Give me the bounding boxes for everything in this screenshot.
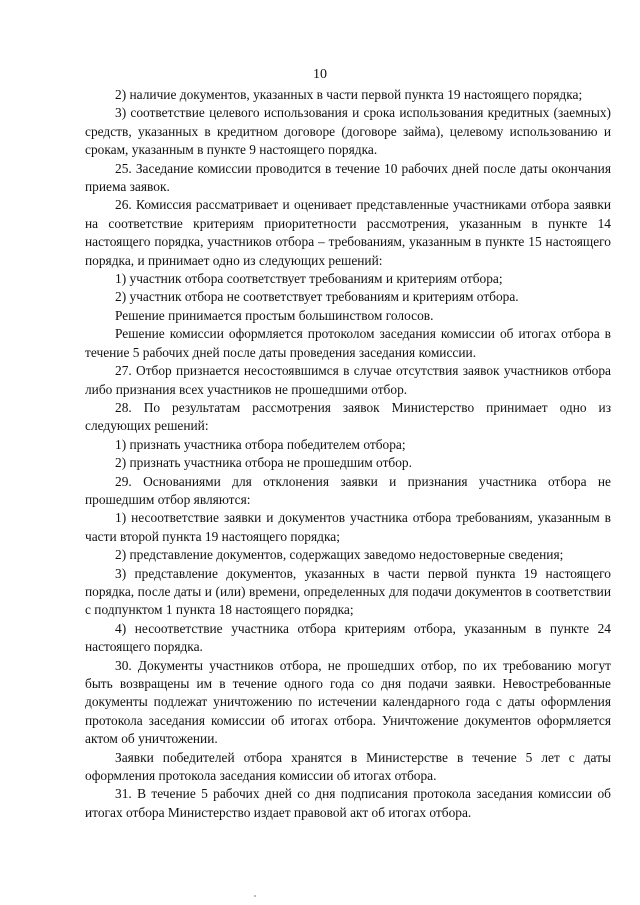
paragraph-item-3-purpose: 3) соответствие целевого использования и срока использования кредитных (заемных) средств, указанных в кредитном договоре (договоре займа), целевому использованию и срокам, указанным в пункте 9 настоящего порядка. bbox=[85, 105, 611, 158]
paragraph-rejection-2: 2) представление документов, содержащих заведомо недостоверные сведения; bbox=[115, 547, 564, 563]
paragraph-rejection-1: 1) несоответствие заявки и документов участника отбора требованиям, указанным в части второй пункта 19 настоящего порядка; bbox=[85, 510, 611, 544]
paragraph-clause-27: 27. Отбор признается несостоявшимся в случае отсутствия заявок участников отбора либо признания всех участников не прошедшими отбор. bbox=[85, 363, 611, 397]
document-body bbox=[85, 86, 611, 822]
paragraph-majority-vote: Решение принимается простым большинством голосов. bbox=[115, 307, 434, 323]
paragraph-storage: Заявки победителей отбора хранятся в Министерстве в течение 5 лет с даты оформления протокола заседания комиссии об итогах отбора. bbox=[85, 749, 611, 784]
paragraph-clause-26: 26. Комиссия рассматривает и оценивает представленные участниками отбора заявки на соответствие критериям приоритетности рассмотрения, указанным в пункте 14 настоящего порядка, участников отбора – требованиям, указанным в пункте 15 настоящего порядка, и принимает одно из следующих решений: bbox=[85, 197, 611, 268]
paragraph-clause-29: 29. Основаниями для отклонения заявки и признания участника отбора не прошедшим отбор являются: bbox=[85, 473, 611, 507]
paragraph-clause-28: 28. По результатам рассмотрения заявок Министерство принимает одно из следующих решений: bbox=[85, 399, 611, 434]
page-number: 10 bbox=[313, 67, 327, 82]
paragraph-ministry-decision-1: 1) признать участника отбора победителем отбора; bbox=[115, 436, 406, 452]
paragraph-item-2-documents: 2) наличие документов, указанных в части первой пункта 19 настоящего порядка; bbox=[115, 87, 583, 102]
paragraph-clause-25: 25. Заседание комиссии проводится в течение 10 рабочих дней после даты окончания приема заявок. bbox=[85, 160, 611, 195]
paragraph-protocol: Решение комиссии оформляется протоколом заседания комиссии об итогах отбора в течение 5 рабочих дней после даты проведения заседания комиссии. bbox=[85, 326, 611, 360]
paragraph-rejection-4: 4) несоответствие участника отбора критериям отбора, указанным в пункте 24 настоящего порядка. bbox=[85, 620, 611, 655]
paragraph-clause-30: 30. Документы участников отбора, не прошедших отбор, по их требованию могут быть возвращены им в течение одного года со дня подачи заявки. Невостребованные документы подлежат уничтожению по истечении календарного года с даты оформления протокола заседания комиссии об итогах отбора. Уничтожение документов оформляется актом об уничтожении. bbox=[85, 657, 611, 747]
paragraph-decision-1: 1) участник отбора соответствует требованиям и критериям отбора; bbox=[115, 271, 503, 287]
paragraph-ministry-decision-2: 2) признать участника отбора не прошедшим отбор. bbox=[115, 455, 412, 471]
paragraph-rejection-3: 3) представление документов, указанных в части первой пункта 19 настоящего порядка, после даты и (или) времени, определенных для подачи документов в соответствии с подпунктом 1 пункта 18 настоящего порядка; bbox=[85, 565, 611, 618]
paragraph-clause-31: 31. В течение 5 рабочих дней со дня подписания протокола заседания комиссии об итогах отбора Министерство издает правовой акт об итогах отбора. bbox=[85, 786, 611, 820]
paragraph-decision-2: 2) участник отбора не соответствует требованиям и критериям отбора. bbox=[115, 289, 519, 305]
scan-speck bbox=[254, 895, 256, 897]
